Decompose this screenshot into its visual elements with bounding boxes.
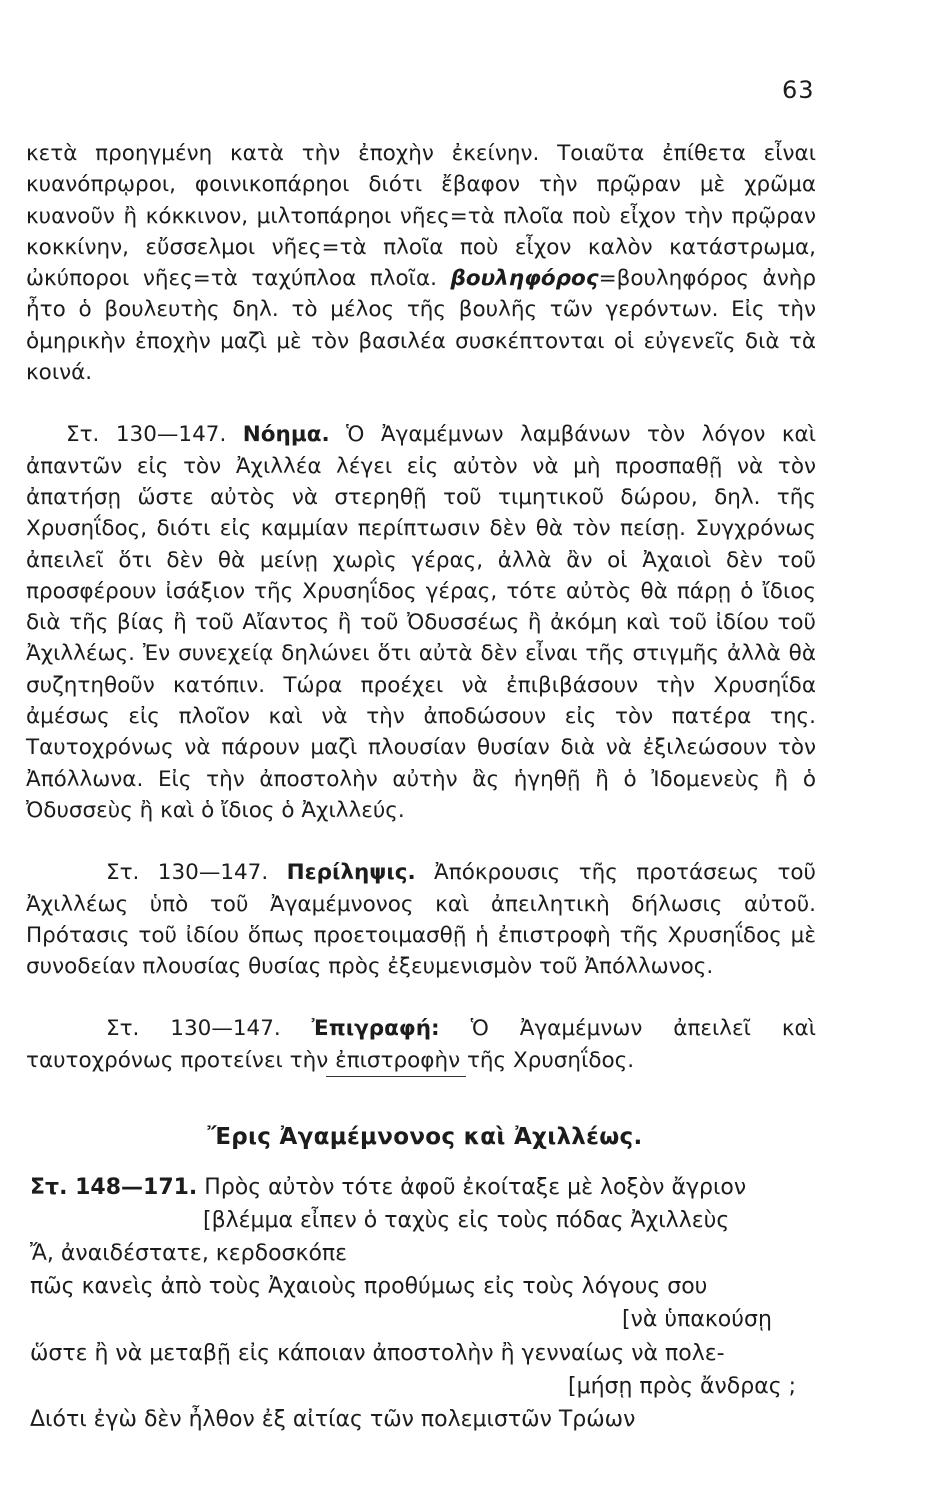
verse-line: [30, 1241, 347, 1266]
glossary-term: βουληφόρος: [450, 266, 599, 292]
verse-text: [βλέμμα εἶπεν ὁ ταχὺς εἰς τοὺς πόδας Ἀχιλλεὺς: [203, 1208, 730, 1233]
summary-text: Ἀπόκρουσις τῆς προτάσεως τοῦ Ἀχιλλέως ὑπὸ τοῦ Ἀγαμέμνονος καὶ ἀπειλητικὴ δήλωσις αὐτοῦ. Πρότασις τοῦ ἰδίου ὅπως προετοιμασθῇ ἡ ἐπιστροφὴ τῆς Χρυσηΐδος μὲ συνοδείαν πλουσίας θυσίας πρὸς ἐξευμενισμὸν τοῦ Ἀπόλλωνος.: [26, 860, 816, 980]
summary-ref: Στ. 130—147.: [106, 860, 269, 886]
summary-paragraph: [26, 857, 816, 982]
heading-text: Ὁ Ἀγαμέμνων ἀπειλεῖ καὶ ταυτοχρόνως προτείνει τὴν ἐπιστροφὴν τῆς Χρυσηΐδος.: [26, 1016, 816, 1073]
intro-paragraph: [26, 138, 816, 388]
verse-text: ὥστε ἢ νὰ μεταβῇ εἰς κάποιαν ἀποστολὴν ἢ γενναίως νὰ πολε-: [30, 1341, 725, 1366]
heading-ref: Στ. 130—147.: [106, 1016, 281, 1042]
page-number: 63: [782, 76, 815, 104]
verse-line: [622, 1307, 772, 1332]
verse-text: Ἄ, ἀναιδέστατε, κερδοσκόπε: [30, 1241, 348, 1266]
verse-line: [30, 1341, 725, 1366]
heading-label: Ἐπιγραφή:: [311, 1016, 440, 1042]
meaning-paragraph: [26, 419, 816, 826]
meaning-text: Ὁ Ἀγαμέμνων λαμβάνων τὸν λόγον καὶ ἀπαντῶν εἰς τὸν Ἀχιλλέα λέγει εἰς αὐτὸν νὰ μὴ προσπαθῇ νὰ τὸν ἀπατήσῃ ὥστε αὐτὸς νὰ στερηθῇ τοῦ τιμητικοῦ δώρου, δηλ. τῆς Χρυσηΐδος, διότι εἰς καμμίαν περίπτωσιν δὲν θὰ τὸν πείσῃ. Συγχρόνως ἀπειλεῖ ὅτι δὲν θὰ μείνῃ χωρὶς γέρας, ἀλλὰ ἂν οἱ Ἀχαιοὶ δὲν τοῦ προσφέρουν ἰσάξιον τῆς Χρυσηΐδος γέρας, τότε αὐτὸς θὰ πάρῃ ὁ ἴδιος διὰ τῆς βίας ἢ τοῦ Αἴαντος ἢ τοῦ Ὀδυσσέως ἢ ἀκόμη καὶ τοῦ ἰδίου τοῦ Ἀχιλλέως. Ἐν συνεχείᾳ δηλώνει ὅτι αὐτὰ δὲν εἶναι τῆς στιγμῆς ἀλλὰ θὰ συζητηθοῦν κατόπιν. Τώρα προέχει νὰ ἐπιβιβάσουν τὴν Χρυσηΐδα ἀμέσως εἰς πλοῖον καὶ νὰ τὴν ἀποδώσουν εἰς τὸν πατέρα της. Ταυτοχρόνως νὰ πάρουν μαζὶ πλουσίαν θυσίαν διὰ νὰ ἐξιλεώσουν τὸν Ἀπόλλωνα. Εἰς τὴν ἀποστολὴν αὐτὴν ἂς ἡγηθῇ ἢ ὁ Ἰδομενεὺς ἢ ὁ Ὀδυσσεὺς ἢ καὶ ὁ ἴδιος ὁ Ἀχιλλεύς.: [26, 422, 817, 823]
verse-line: [30, 1407, 635, 1432]
intro-text-after: =βουληφόρος ἀνὴρ ἦτο ὁ βουλευτὴς δηλ. τὸ μέλος τῆς βουλῆς τῶν γερόντων. Εἰς τὴν ὁμηρικὴν ἐποχὴν μαζὶ μὲ τὸν βασιλέα συσκέπτονται οἱ εὐγενεῖς διὰ τὰ κοινά.: [26, 266, 816, 386]
verse-text: [νὰ ὑπακούσῃ: [622, 1307, 772, 1332]
verse-line: [203, 1208, 729, 1233]
intro-text-before: κετὰ προηγμένη κατὰ τὴν ἐποχὴν ἐκείνην. Τοιαῦτα ἐπίθετα εἶναι κυανόπρῳροι, φοινικοπάρηοι διότι ἔβαφον τὴν πρῷραν μὲ χρῶμα κυανοῦν ἢ κόκκινον, μιλτοπάρηοι νῆες=τὰ πλοῖα ποὺ εἶχον τὴν πρῷραν κοκκίνην, εὔσσελμοι νῆες=τὰ πλοῖα ποὺ εἶχον καλὸν κατάστρωμα, ὠκύποροι νῆες=τὰ ταχύπλοα πλοῖα.: [26, 141, 816, 292]
section-divider: [326, 1076, 466, 1077]
verse-text: πῶς κανεὶς ἀπὸ τοὺς Ἀχαιοὺς προθύμως εἰς τοὺς λόγους σου: [30, 1274, 708, 1299]
verse-text: Διότι ἐγὼ δὲν ἦλθον ἐξ αἰτίας τῶν πολεμιστῶν Τρώων: [30, 1407, 636, 1432]
verse-line: [30, 1274, 707, 1299]
verse-text: Πρὸς αὐτὸν τότε ἀφοῦ ἐκοίταξε μὲ λοξὸν ἄγριον: [204, 1175, 747, 1200]
summary-label: Περίληψις.: [286, 860, 416, 886]
section-title: Ἔρις Ἀγαμέμνονος καὶ Ἀχιλλέως.: [207, 1124, 643, 1150]
verse-ref: Στ. 148—171.: [30, 1175, 198, 1200]
meaning-ref: Στ. 130—147.: [66, 422, 227, 448]
commentary-text: [26, 138, 816, 1076]
verse-line: [30, 1175, 746, 1200]
verse-line: [568, 1374, 796, 1399]
meaning-label: Νόημα.: [242, 422, 330, 448]
heading-paragraph: [26, 1013, 816, 1076]
verse-text: [μήσῃ πρὸς ἄνδρας ;: [568, 1374, 797, 1399]
